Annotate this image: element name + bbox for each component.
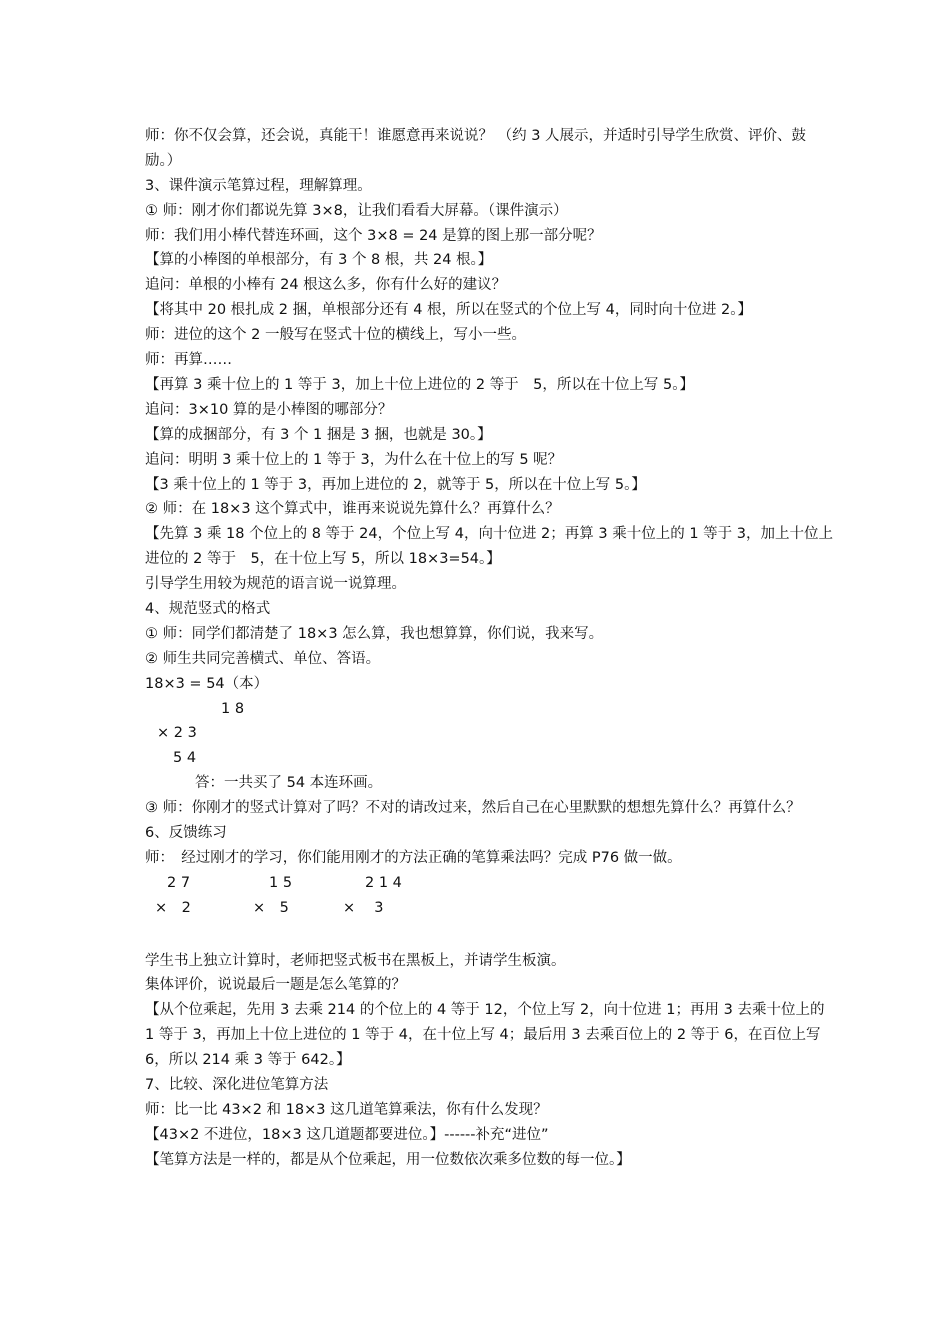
section-heading: 7、比较、深化进位笔算方法	[145, 1077, 329, 1094]
exercise-1-top: 2 7	[167, 874, 191, 891]
answer-bracket: 【将其中 20 根扎成 2 捆，单根部分还有 4 根，所以在竖式的个位上写 4，同时向十位进 2。】	[145, 302, 752, 319]
exercise-row-top	[145, 871, 835, 896]
section-heading: 4、规范竖式的格式	[145, 601, 271, 617]
vertical-calc-result	[145, 746, 835, 771]
paragraph: 集体评价，说说最后一题是怎么笔算的？	[145, 977, 406, 994]
answer-bracket: 【从个位乘起，先用 3 去乘 214 的个位上的 4 等于 12，个位上写 2，向十位进 1；再用 3 去乘十位上的 1 等于 3，再加上十位上进位的 1 等于 4，在十位上写 4；最后用 3 去乘百位上的 2 等于 6，在百位上写 6，所以 214 乘 3 等于 642。】	[145, 1002, 825, 1069]
paragraph: ② 师生共同完善横式、单位、答语。	[145, 650, 381, 667]
answer-bracket: 【算的小棒图的单根部分，有 3 个 8 根，共 24 根。】	[145, 252, 493, 269]
spacer	[145, 921, 835, 949]
section-heading: 3、课件演示笔算过程，理解算理。	[145, 177, 372, 194]
section-heading: 6、反馈练习	[145, 825, 227, 842]
answer-bracket: 【43×2 不进位，18×3 这几道题都要进位。】------补充“进位”	[145, 1126, 549, 1143]
paragraph: 师：比一比 43×2 和 18×3 这几道笔算乘法，你有什么发现？	[145, 1101, 548, 1118]
answer-bracket: 【笔算方法是一样的，都是从个位乘起，用一位数依次乘多位数的每一位。】	[145, 1151, 631, 1168]
vertical-calc-top	[145, 697, 835, 722]
paragraph: ① 师：同学们都清楚了 18×3 怎么算，我也想算算，你们说，我来写。	[145, 625, 604, 642]
calc-result: 5 4	[173, 750, 197, 767]
exercise-3-top: 2 1 4	[365, 874, 402, 891]
paragraph: 师： 经过刚才的学习，你们能用刚才的方法正确的笔算乘法吗？完成 P76 做一做。	[145, 849, 682, 866]
answer-bracket: 【3 乘十位上的 1 等于 3，再加上进位的 2，就等于 5，所以在十位上写 5。】	[145, 476, 646, 493]
exercise-2-top: 1 5	[269, 874, 293, 891]
paragraph: 追问：单根的小棒有 24 根这么多，你有什么好的建议？	[145, 277, 507, 294]
paragraph: ② 师：在 18×3 这个算式中，谁再来说说先算什么？再算什么？	[145, 501, 560, 518]
exercise-row-multiplier	[145, 896, 835, 921]
answer-bracket: 【先算 3 乘 18 个位上的 8 等于 24，个位上写 4，向十位进 2；再算 3 乘十位上的 1 等于 3，加上十位上进位的 2 等于 5，在十位上写 5，所以 18×3=54。】	[145, 526, 834, 568]
paragraph: 师：我们用小棒代替连环画，这个 3×8 = 24 是算的图上那一部分呢？	[145, 227, 602, 244]
paragraph: 追问：明明 3 乘十位上的 1 等于 3，为什么在十位上的写 5 呢？	[145, 451, 563, 468]
document-body	[145, 124, 835, 1173]
paragraph: 师：再算……	[145, 352, 232, 369]
exercise-1-multiplier: × 2	[155, 899, 191, 916]
paragraph: ③ 师：你刚才的竖式计算对了吗？不对的请改过来，然后自己在心里默默的想想先算什么？再算什么？	[145, 800, 801, 817]
calc-top-number: 1 8	[221, 700, 245, 717]
paragraph: 学生书上独立计算时，老师把竖式板书在黑板上，并请学生板演。	[145, 952, 566, 969]
calc-multiplier: × 2 3	[157, 725, 197, 742]
vertical-calc-answer	[145, 771, 835, 796]
paragraph: 师：你不仅会算，还会说，真能干！谁愿意再来说说？ （约 3 人展示，并适时引导学生欣赏、评价、鼓励。）	[145, 128, 807, 169]
paragraph: ① 师：刚才你们都说先算 3×8，让我们看看大屏幕。（课件演示）	[145, 202, 568, 219]
exercise-3-multiplier: × 3	[343, 899, 384, 916]
equation: 18×3 = 54（本）	[145, 675, 269, 692]
answer-bracket: 【算的成捆部分，有 3 个 1 捆是 3 捆，也就是 30。】	[145, 426, 492, 443]
paragraph: 追问：3×10 算的是小棒图的哪部分？	[145, 401, 393, 418]
calc-answer: 答：一共买了 54 本连环画。	[195, 775, 383, 792]
exercise-2-multiplier: × 5	[253, 899, 289, 916]
paragraph: 师：进位的这个 2 一般写在竖式十位的横线上，写小一些。	[145, 327, 526, 344]
vertical-calc-multiplier	[145, 721, 835, 746]
answer-bracket: 【再算 3 乘十位上的 1 等于 3，加上十位上进位的 2 等于 5，所以在十位上写 5。】	[145, 376, 694, 393]
paragraph: 引导学生用较为规范的语言说一说算理。	[145, 576, 406, 593]
